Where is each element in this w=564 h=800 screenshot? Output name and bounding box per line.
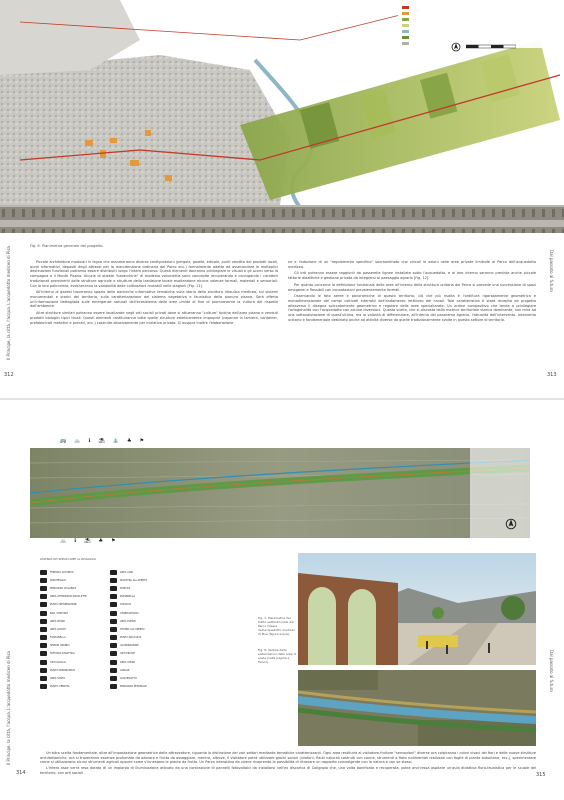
right-running-header: Dal passato al futuro: [549, 650, 554, 692]
paragraph: L'intero asse verrà reso dotato di un impianto di illuminazione attivato da una contrazione di pannelli fotovoltaici da installarsi nell'ex discarica di Colignola che, una volta bonificata e recuperata, potrà anch'essa ospitare un'aula didattica flora-faunistica per le scuole del territorio, con orti sociali: [40, 766, 536, 775]
service-icon: [110, 586, 117, 591]
canal-aerial-view: [298, 670, 536, 746]
paragraph: Altre strutture similari potranno essere localizzate negli orti sociali privati dove si attueranno "culture" tipiche dell'area pisana e venduti prodotti biologici tipici locali. Questi elementi costituiranno tutte quelle strutture esteticamente improprie (capanne in lamiera, container, prefabbricati metallici e precari, ecc.) costruite abusivamente per iniziativa privata. Si auspica inoltre l'elaborazione: [30, 311, 278, 325]
legend-item: AREA EVENTI: [110, 617, 170, 625]
service-icon: [40, 578, 47, 583]
legend-item: PASSERELLA: [110, 593, 170, 601]
north-arrow-icon: [451, 42, 461, 52]
figure-caption-fig7: Fig. 7. Planimetria del tratto settentrionale del Parco lineare dell'acquedotto mediceo di Pisa (figura sopra).: [258, 616, 296, 636]
icon-legend-title: LEGENDA DEI SERVIZI AREE AL PASSAGGIO: [40, 558, 97, 561]
walking-icon: ⚑: [110, 538, 116, 544]
text-column-right: [288, 260, 536, 323]
legend-item: OSSERVATORIO: [110, 609, 170, 617]
map-legend: [402, 4, 562, 46]
legend-item: SERVIZI IGIENICI: [40, 642, 100, 650]
paragraph: Piccole architetture modulari in legno che assumeranno diverse configurazioni (pergole, gazebi, edicole, punti vendita dei prodotti locali, punti informativi, depositi degli attrezzi per la manutenzione ordinaria del Parco ecc.) formalmente adatte ad assecondare le molteplici destinazioni funzionali potranno essere distribuiti lungo l'intero percorso. Questi elementi dovranno privilegiare le visuali e gli scorci verso la campagna e il Monte Pisano. Alcune di queste "baracchine" di modesta volumetria sono concepite recuperando e coniugando i caratteri tradizionali preminenti delle strutture agricole e strutture della tradizione locale esaltandone alcune valenze formali, materiali e sensoriali. Con la loro policromia, evocheranno la variabilità delle coltivazioni mutabili nelle stagioni [Fig. 11].: [30, 260, 278, 288]
legend-item: FONTANELLA: [40, 634, 100, 642]
legend-item: CHIOSCO: [110, 601, 170, 609]
paragraph: Gli orti potranno essere raggiunti da passerelle lignee installate sotto l'acquedotto, e al loro interno saranno previste anche piccole fattorie didattiche e gestione privata da integrarsi al paesaggio agrario [Fig. 12].: [288, 271, 536, 281]
legend-item: PUNTO RACCOLTA: [110, 634, 170, 642]
legend-item: FATTORIA DIDATTICA: [40, 650, 100, 658]
legend-item: AREA PICNIC: [40, 617, 100, 625]
legend-item: AREA GIOCHI: [40, 625, 100, 633]
picnic-icon: ⛱: [84, 538, 91, 544]
paragraph: All'interno di gazebi troveranno spazio delle bacheche informative tematiche sulla storia della struttura idraulica medicea, sui sistemi monumentali e storici del territorio, sulla caratterizzazione del sistema vegetativo e faunistico della pianura pisana. Sarà offerta un'informazione dettagliata sulle emergenze naturali dell'ecosistema delle aree umide al fine di promuoverne la cultura del rispetto dell'ambiente.: [30, 290, 278, 309]
legend-item: PONTILE: [110, 584, 170, 592]
legend-item: ORTI PRIVATI: [110, 650, 170, 658]
service-icon-strip-top: [60, 438, 144, 444]
page-number-right: 315: [536, 772, 546, 778]
scale-bar: [466, 44, 516, 50]
legend-item: PUNTO PANORAMICO: [40, 666, 100, 674]
legend-item: PALESTRA ALL'APERTO: [110, 576, 170, 584]
legend-item: PARCHEGGIO: [40, 576, 100, 584]
icon-legend-col-1: [40, 568, 100, 691]
legend-item: TEATRO ALL'APERTO: [110, 625, 170, 633]
paragraph: Per quanto concerne la definizione funzionale delle aree all'interno della struttura unitaria del Parco si prevede una successione di spazi omogenei e flessibili con connotazioni prevalentemente formali.: [288, 282, 536, 292]
legend-item: FERMATA AUTOBUS: [40, 568, 100, 576]
legend-item: AREA ATTREZZATA BICICLETTE: [40, 593, 100, 601]
legend-item: AREA SOSTA: [40, 674, 100, 682]
right-running-header: Dal passato al futuro: [549, 250, 554, 292]
icon-legend-col-2: [110, 568, 170, 691]
service-icon: [110, 676, 117, 681]
legend-item: PERCORSO CICLABILE: [40, 584, 100, 592]
text-column-left: [30, 260, 278, 325]
tree-icon: ♣: [126, 438, 132, 444]
info-icon: ℹ: [88, 438, 91, 444]
paragraph: ne e l'adozione di un "regolamento specifico" sovraordinato che vincoli le azioni nelle aree private limitrofe al Parco dell'acquedotto mediceo.: [288, 260, 536, 269]
legend-item: PERCORSO PEDONALE: [110, 683, 170, 691]
service-icon: [40, 602, 47, 607]
service-icon: [40, 635, 47, 640]
walking-icon: ⚑: [139, 438, 144, 444]
bottom-spread: [0, 400, 564, 800]
service-icon: [110, 660, 117, 665]
picnic-icon: ⛱: [98, 438, 105, 444]
service-icon: [110, 643, 117, 648]
figure-caption-fig6: Fig. 6. Planimetria generale del progetto.: [30, 244, 104, 248]
service-icon: [110, 651, 117, 656]
legend-item: AREA UMIDA: [110, 658, 170, 666]
paragraph: Osservando le foto aeree e panoramiche di questo territorio, ciò che più risalta è l'ordiitura rigorosamente geometrica e monodimensionale dei campi coltivati interrotti dall'andamento rettilineo dei canali. Tale caratteristica è stata recepita da progetto attraverso il disegno spiccatamente geometrico e regolare delle aree specializzate. Un ordine compositivo che tende a privilegiare l'ortogonalità con l'acquedotto con alcune diversioni. Questa scelta, che si discosta dalla matrice territoriale storica dominante, non mira ad una sottovalutazione di quest'ultima, ma la volontà di differenziare, all'interno del panorama agrario, l'attualità dell'intervento. Intervento unitario e fondamentale destinato anche ad attività diverse da quelle tradizionalmente svolte in questo settore di territorio.: [288, 294, 536, 322]
service-icon: [40, 668, 47, 673]
service-icon: [110, 594, 117, 599]
service-icon: [110, 619, 117, 624]
service-icon: [40, 586, 47, 591]
page-number-right: 313: [547, 372, 557, 378]
service-icon: [40, 619, 47, 624]
legend-item: ACQUEDOTTO: [110, 674, 170, 682]
legend-item: BAR / RISTORO: [40, 609, 100, 617]
left-running-header: Il Principe, la città, l'acqua. L'acquedotto mediceo di Pisa: [6, 246, 11, 360]
bicycle-icon: 🚲: [74, 438, 81, 444]
tree-icon: ♣: [98, 538, 103, 544]
service-icon-strip-bottom: [60, 538, 115, 544]
service-icon: [110, 627, 117, 632]
service-icon: [110, 578, 117, 583]
service-icon: [40, 651, 47, 656]
legend-item: AREA CANI: [110, 568, 170, 576]
aerial-strip-plan: [30, 448, 530, 538]
aqueduct-rendering: [298, 553, 536, 665]
service-icon: [110, 635, 117, 640]
bus-icon: 🚌: [60, 438, 67, 444]
service-icon: [110, 602, 117, 607]
north-arrow-icon: [505, 518, 517, 530]
legend-item: ORTI SOCIALI: [40, 658, 100, 666]
service-icon: [110, 611, 117, 616]
text-body-bottom: [40, 751, 536, 776]
legend-item: PUNTO VENDITA: [40, 683, 100, 691]
service-icon: [40, 660, 47, 665]
service-icon: [40, 676, 47, 681]
service-icon: [110, 668, 117, 673]
service-icon: [110, 684, 117, 689]
page-number-left: 314: [16, 770, 26, 776]
left-running-header: Il Principe, la città, l'acqua. L'acquedotto mediceo di Pisa: [6, 651, 11, 765]
paragraph: Un'altra scelta fondamentale, oltre all'impostazione geometrica delle attrezzature, riguarda la distinzione dei vari settori mediante tematiche caratterizzanti. Ogni area restituirà al visitatore-fruitore "sensazioni" diverse ora colpiranno i colori vivaci dei fiori e delle nuove strutture architettoniche, ora si troveranno essenze profumate da odorare e frutta da assaggiare, mentre, altrove, il visitatore potrà utilizzare giochi sonori (xilofoni, flauti naturali costruiti con canne, strumenti a fiato rudimentali realizzati con foglie di piante autoctone, ecc.), sperimentare come si utilizzavano alcuni strumenti agricoli oppure come s'innestano le piante da frutto. Un Parco interattivo da vivere ricoprendo la possibilità di ritrovare un rapporto coinvolgente con la natura e con se stessi.: [40, 751, 536, 765]
water-icon: ⛲: [112, 438, 119, 444]
service-icon: [40, 627, 47, 632]
top-spread: [0, 0, 564, 398]
service-icon: [40, 684, 47, 689]
legend-item: CANALE: [110, 666, 170, 674]
bicycle-icon: 🚲: [60, 538, 67, 544]
service-icon: [40, 611, 47, 616]
service-icon: [40, 643, 47, 648]
info-icon: ℹ: [74, 538, 77, 544]
service-icon: [110, 570, 117, 575]
figure-caption-fig8: Fig. 8. Veduta delle sistemazioni delle aree di sosta (nella pagina a fianco).: [258, 648, 297, 664]
legend-item: PUNTO INFORMAZIONI: [40, 601, 100, 609]
service-icon: [40, 594, 47, 599]
page-number-left: 312: [4, 372, 14, 378]
service-icon: [40, 570, 47, 575]
legend-item: ILLUMINAZIONE: [110, 642, 170, 650]
